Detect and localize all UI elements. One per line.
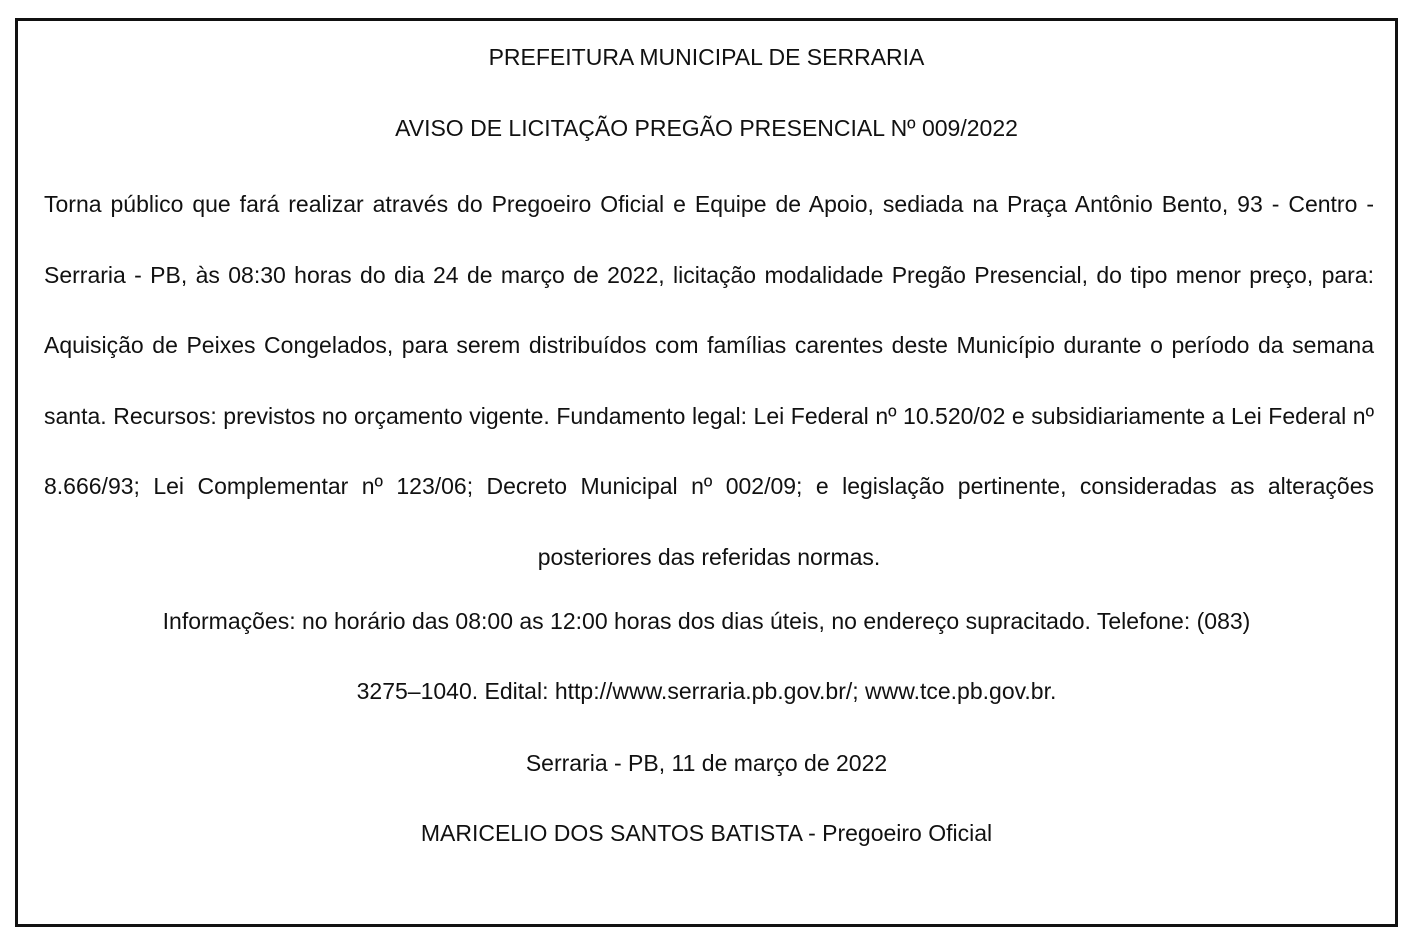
notice-title: AVISO DE LICITAÇÃO PREGÃO PRESENCIAL Nº 009/2022 [395,115,1018,141]
info-line-1: Informações: no horário das 08:00 as 12:00 horas dos dias úteis, no endereço supracitado. Telefone: (083) [162,608,1251,634]
municipality-header: PREFEITURA MUNICIPAL DE SERRARIA [488,44,925,70]
notice-frame [15,18,1398,927]
info-line-2: 3275–1040. Edital: http://www.serraria.pb.gov.br/; www.tce.pb.gov.br. [356,678,1057,704]
signature-line: MARICELIO DOS SANTOS BATISTA - Pregoeiro Oficial [420,820,993,846]
notice-body: Torna público que fará realizar através do Pregoeiro Oficial e Equipe de Apoio, sediada na Praça Antônio Bento, 93 - Centro - Serraria - PB, às 08:30 horas do dia 24 de março de 2022, licitação modalidade Pregão Presencial, do tipo menor preço, para: Aquisição de Peixes Congelados, para serem distribuídos com famílias carentes deste Município durante o período da semana santa. Recursos: previstos no orçamento vigente. Fundamento legal: Lei Federal nº 10.520/02 e subsidiariamente a Lei Federal nº 8.666/93; Lei Complementar nº 123/06; Decreto Municipal nº 002/09; e legislação pertinente, consideradas as alterações posteriores das referidas normas. [44,191,1374,570]
date-line: Serraria - PB, 11 de março de 2022 [525,750,888,776]
